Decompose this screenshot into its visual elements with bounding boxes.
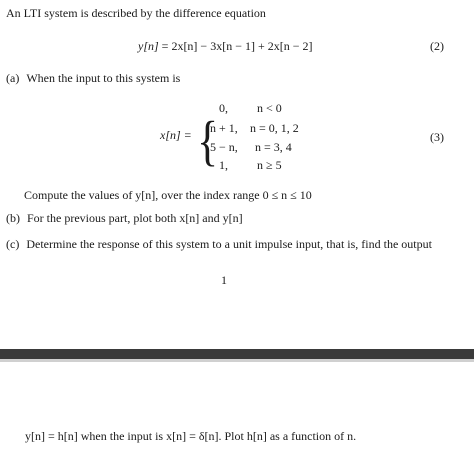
left-brace-icon: { [197,110,219,172]
part-a [6,71,180,86]
compute-instruction: Compute the values of y[n], over the index range 0 ≤ n ≤ 10 [24,188,312,202]
part-b-label: (b) [6,211,20,225]
case-condition-1: n < 0 [257,101,282,115]
part-c-label: (c) [6,237,20,251]
part-b-text: For the previous part, plot both x[n] and y[n] [27,211,243,225]
case-condition-3: n = 3, 4 [255,140,292,154]
case-value-2: n + 1, [210,121,238,135]
equation-number-2: (2) [430,39,444,53]
case-value-1: 0, [219,101,228,115]
equation-number-3: (3) [430,130,444,144]
part-a-text: When the input to this system is [26,71,181,85]
case-value-3: 5 − n, [210,140,238,154]
equation-rhs: = 2x[n] − 3x[n − 1] + 2x[n − 2] [158,39,313,53]
problem-intro: An LTI system is described by the difference equation [6,6,266,20]
case-condition-2: n = 0, 1, 2 [250,121,299,135]
case-condition-4: n ≥ 5 [257,158,282,172]
part-a-label: (a) [6,71,20,85]
page-divider [0,349,474,359]
equation-lhs: y[n] [138,39,159,53]
part-c [6,237,432,252]
part-b [6,211,243,226]
part-c-text: Determine the response of this system to a unit impulse input, that is, find the output [26,237,432,251]
continued-text: y[n] = h[n] when the input is x[n] = δ[n]. Plot h[n] as a function of n. [25,429,357,443]
case-value-4: 1, [219,158,228,172]
piecewise-lhs: x[n] = [160,128,192,142]
difference-equation [138,39,313,54]
page-number: 1 [221,273,227,287]
